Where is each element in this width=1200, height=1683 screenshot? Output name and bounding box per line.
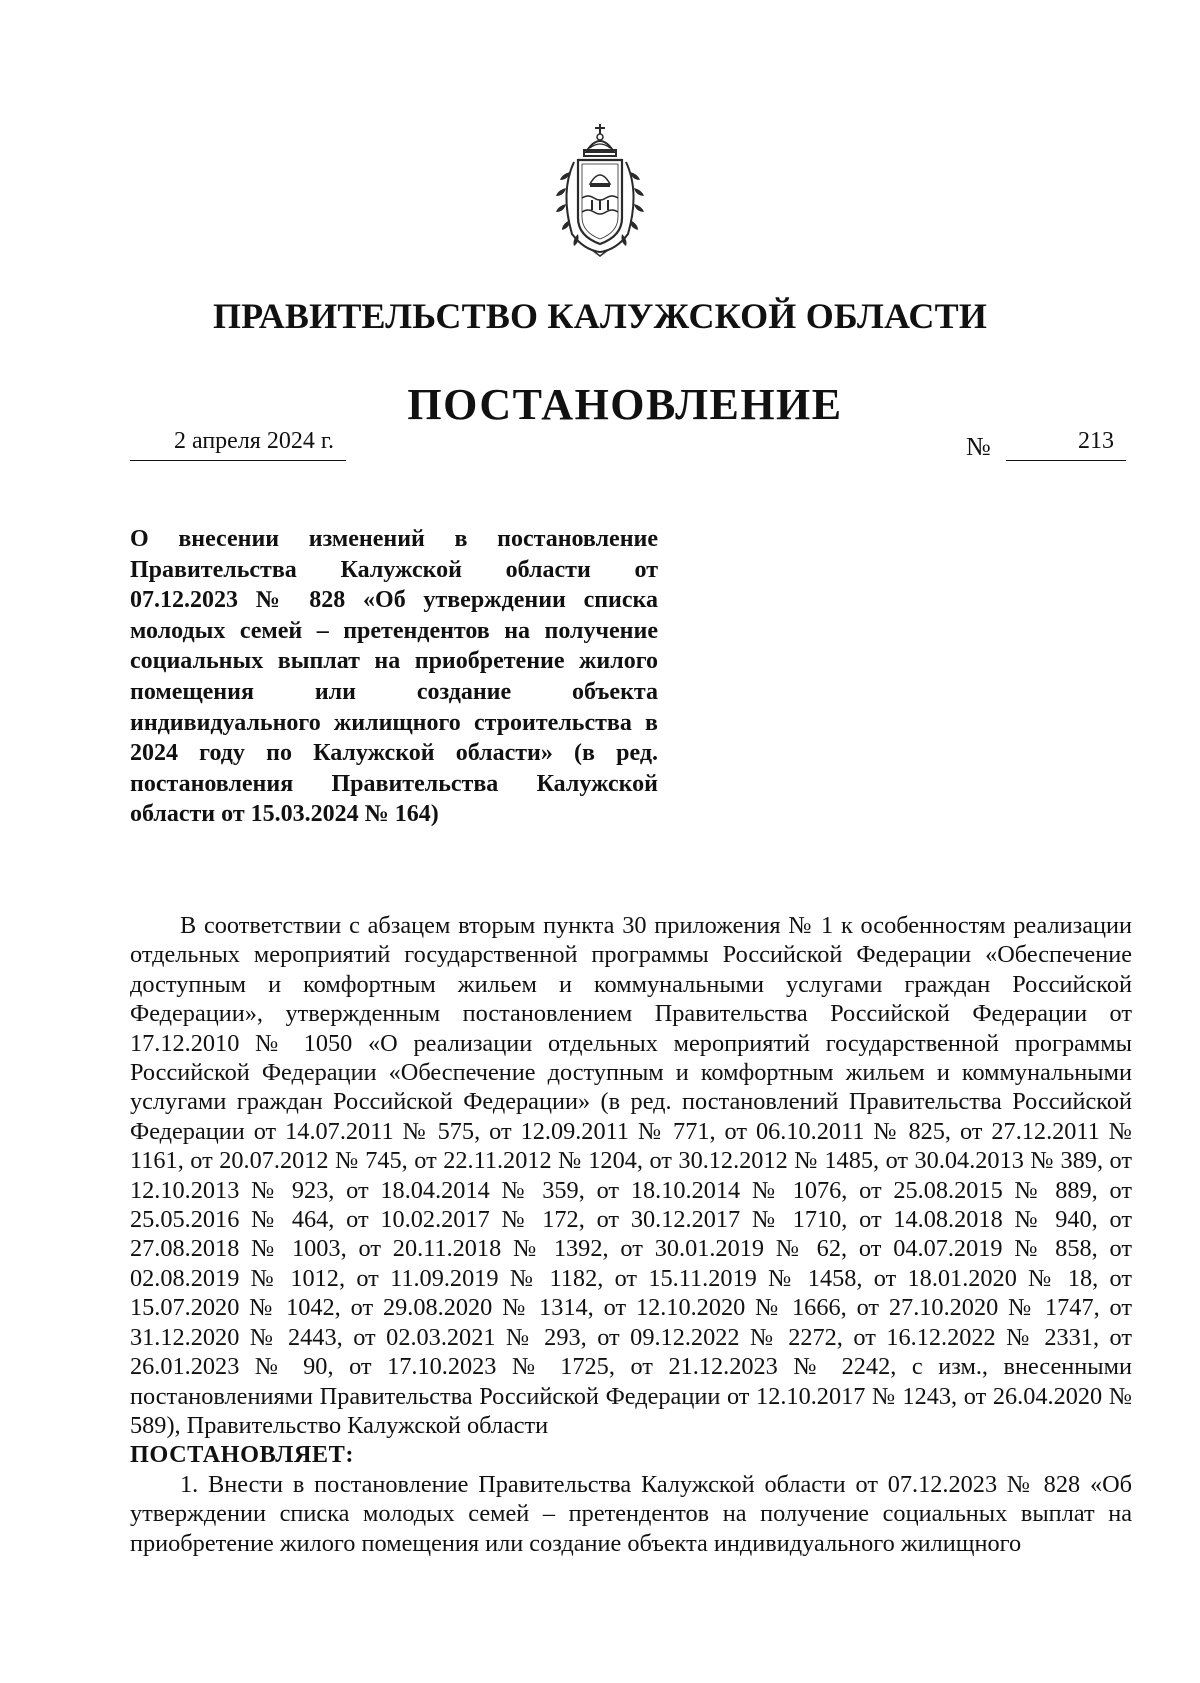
number-sign: № (966, 432, 991, 461)
document-body (130, 911, 1132, 1558)
document-date-field (130, 424, 346, 461)
preamble-paragraph: В соответствии с абзацем вторым пункта 30 приложения № 1 к особенностям реализации отдельных мероприятий государственной программы Российской Федерации «Обеспечение доступным и комфортным жильем и коммунальными услугами граждан Российской Федерации», утвержденным постановлением Правительства Российской Федерации от 17.12.2010 № 1050 «О реализации отдельных мероприятий государственной программы Российской Федерации «Обеспечение доступным и комфортным жильем и коммунальными услугами граждан Российской Федерации» (в ред. постановлений Правительства Российской Федерации от 14.07.2011 № 575, от 12.09.2011 № 771, от 06.10.2011 № 825, от 27.12.2011 № 1161, от 20.07.2012 № 745, от 22.11.2012 № 1204, от 30.12.2012 № 1485, от 30.04.2013 № 389, от 12.10.2013 № 923, от 18.04.2014 № 359, от 18.10.2014 № 1076, от 25.08.2015 № 889, от 25.05.2016 № 464, от 10.02.2017 № 172, от 30.12.2017 № 1710, от 14.08.2018 № 940, от 27.08.2018 № 1003, от 20.11.2018 № 1392, от 30.01.2019 № 62, от 04.07.2019 № 858, от 02.08.2019 № 1012, от 11.09.2019 № 1182, от 15.11.2019 № 1458, от 18.01.2020 № 18, от 15.07.2020 № 1042, от 29.08.2020 № 1314, от 12.10.2020 № 1666, от 27.10.2020 № 1747, от 31.12.2020 № 2443, от 02.03.2021 № 293, от 09.12.2022 № 2272, от 16.12.2022 № 2331, от 26.01.2023 № 90, от 17.10.2023 № 1725, от 21.12.2023 № 2242, с изм., внесенными постановлениями Правительства Российской Федерации от 12.10.2017 № 1243, от 26.04.2020 № 589), Правительство Калужской области (130, 912, 1132, 1439)
document-subject (130, 524, 658, 830)
number-underline (1006, 424, 1126, 461)
document-number: 213 (1078, 428, 1114, 454)
coat-of-arms-icon (548, 122, 652, 258)
document-number-field (966, 424, 1126, 460)
organization-title: ПРАВИТЕЛЬСТВО КАЛУЖСКОЙ ОБЛАСТИ (212, 296, 988, 336)
document-date: 2 апреля 2024 г. (174, 428, 334, 454)
resolves-heading: ПОСТАНОВЛЯЕТ: (130, 1441, 354, 1469)
subject-text: О внесении изменений в постановление Правительства Калужской области от 07.12.2023 № 828 «Об утверждении списка молодых семей – претендентов на получение социальных выплат на приобретение жилого помещения или создание объекта индивидуального жилищного строительства в 2024 году по Калужской области» (в ред. постановления Правительства Калужской области от 15.03.2024 № 164) (130, 526, 658, 828)
document-type-heading: ПОСТАНОВЛЕНИЕ (407, 380, 843, 429)
item-1-paragraph: 1. Внести в постановление Правительства Калужской области от 07.12.2023 № 828 «Об утверждении списка молодых семей – претендентов на получение социальных выплат на приобретение жилого помещения или создание объекта индивидуального жилищного (130, 1470, 1132, 1557)
